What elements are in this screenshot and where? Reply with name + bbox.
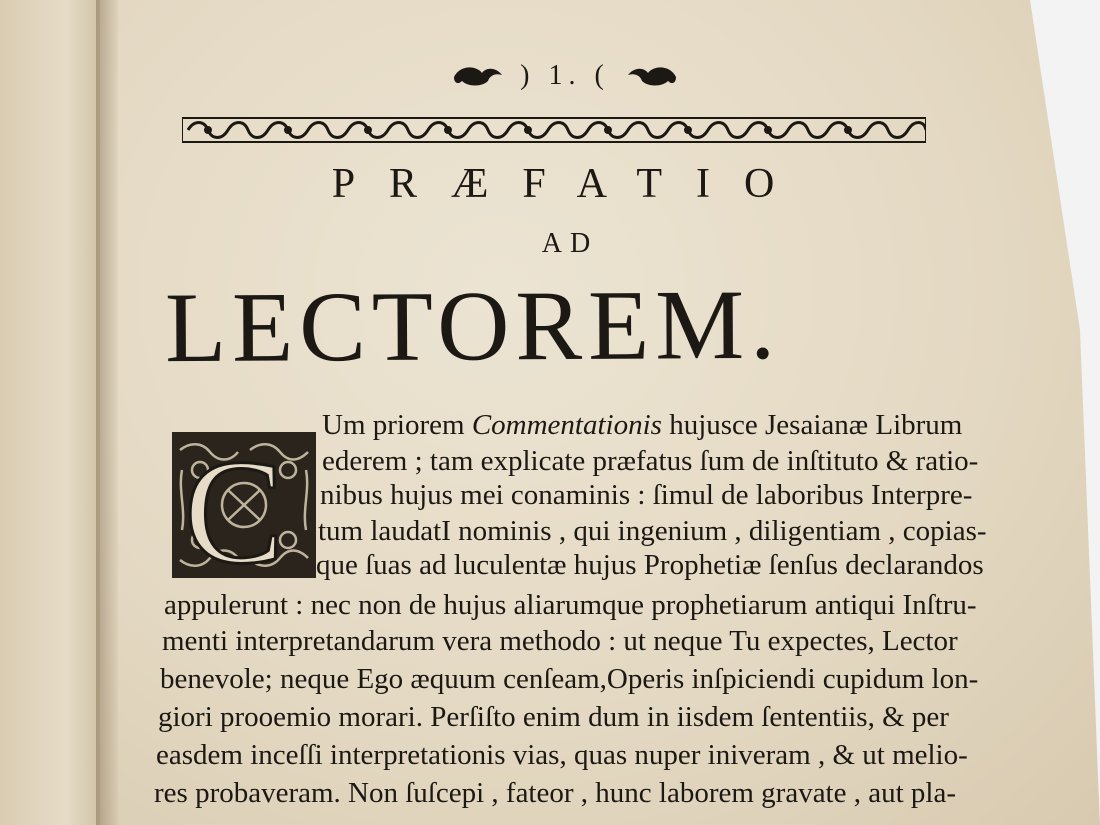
page-folio [430,58,700,94]
text-line-7: menti interpretandarum vera methodo : ut neque Tu expectes, Lector [162,625,958,657]
title-praefatio: PRÆFATIO [331,161,809,207]
text-line-6: appulerunt : nec non de hujus aliarumque prophetiarum antiqui Inſtru- [164,589,977,621]
text-line-3: nibus hujus mei conaminis : ſimul de laboribus Interpre- [320,479,973,511]
text-line-1: Um priorem Commentationis hujusce Jesaianæ Librum [322,409,963,441]
title-ad: AD [541,228,599,259]
text-line-5: que ſuas ad luculentæ hujus Prophetiæ ſenſus declarandos [316,549,984,581]
title-lectorem: LECTOREM. [164,268,782,384]
decorated-initial-c [170,430,318,580]
text-line-9: giori prooemio morari. Perſiſto enim dum in iisdem ſententiis, & per [158,701,949,733]
ornamental-headpiece [182,112,926,148]
fleuron-left-icon [452,63,504,89]
text-line-2: ederem ; tam explicate præfatus ſum de inſtituto & ratio- [322,445,979,477]
dropcap-letter: C [184,430,285,580]
text-line-10: easdem inceſſi interpretationis vias, quas nuper iniveram , & ut melio- [156,739,968,771]
page-number: ) 1. ( [520,60,610,91]
book-gutter [96,0,118,825]
text-line-8: benevole; neque Ego æquum cenſeam,Operis inſpiciendi cupidum lon- [160,663,979,695]
text-line-4: tum laudatI nominis , qui ingenium , diligentiam , copias- [318,515,987,547]
fleuron-right-icon [626,63,678,89]
text-line-11: res probaveram. Non ſuſcepi , fateor , hunc laborem gravate , aut pla- [154,777,957,809]
left-page-edge [0,0,110,825]
